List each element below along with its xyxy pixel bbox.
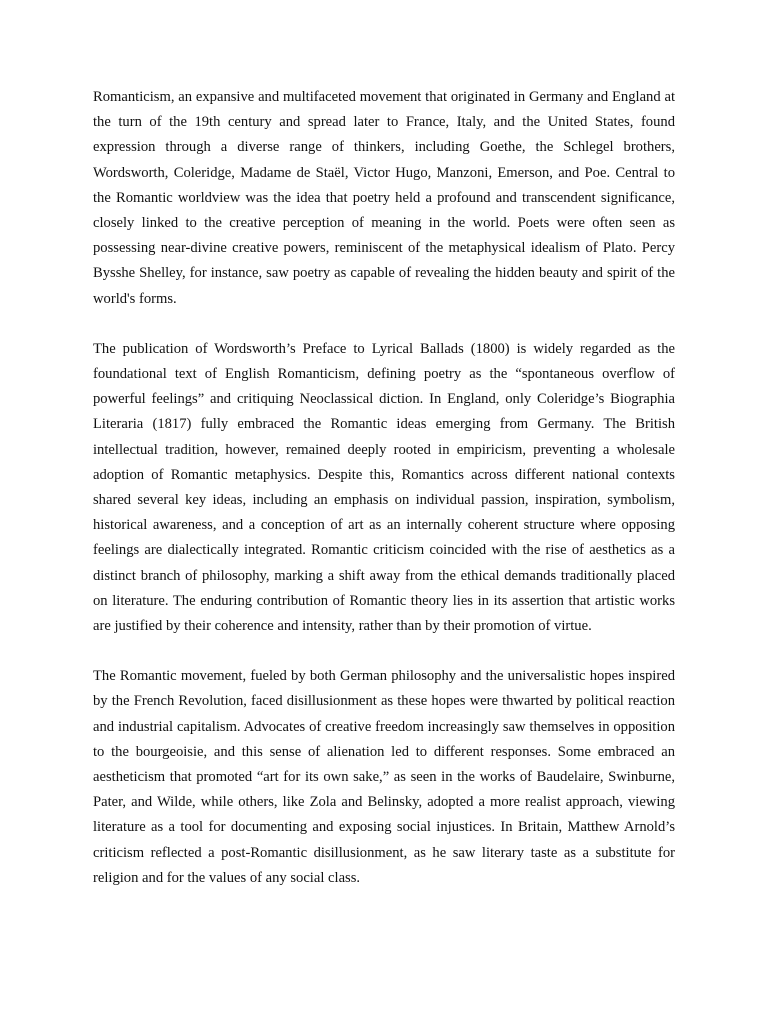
paragraph-romanticism-origins: Romanticism, an expansive and multifaceted movement that originated in Germany and England at the turn of the 19th century and spread later to France, Italy, and the United States, found expression through a diverse range of thinkers, including Goethe, the Schlegel brothers, Wordsworth, Coleridge, Madame de Staël, Victor Hugo, Manzoni, Emerson, and Poe. Central to the Romantic worldview was the idea that poetry held a profound and transcendent significance, closely linked to the creative perception of meaning in the world. Poets were often seen as possessing near-divine creative powers, reminiscent of the metaphysical idealism of Plato. Percy Bysshe Shelley, for instance, saw poetry as capable of revealing the hidden beauty and spirit of the world's forms. (93, 89, 675, 307)
paragraph-wordsworth-preface: The publication of Wordsworth’s Preface to Lyrical Ballads (1800) is widely regarded as the foundational text of English Romanticism, defining poetry as the “spontaneous overflow of powerful feelings” and critiquing Neoclassical diction. In England, only Coleridge’s Biographia Literaria (1817) fully embraced the Romantic ideas emerging from Germany. The British intellectual tradition, however, remained deeply rooted in empiricism, preventing a wholesale adoption of Romantic metaphysics. Despite this, Romantics across different national contexts shared several key ideas, including an emphasis on individual passion, inspiration, symbolism, historical awareness, and a conception of art as an internally coherent structure where opposing feelings are dialectically integrated. Romantic criticism coincided with the rise of aesthetics as a distinct branch of philosophy, marking a shift away from the ethical demands traditionally placed on literature. The enduring contribution of Romantic theory lies in its assertion that artistic works are justified by their coherence and intensity, rather than by their promotion of virtue. (93, 340, 675, 635)
document-body (93, 85, 675, 891)
paragraph-romantic-disillusionment: The Romantic movement, fueled by both German philosophy and the universalistic hopes inspired by the French Revolution, faced disillusionment as these hopes were thwarted by political reaction and industrial capitalism. Advocates of creative freedom increasingly saw themselves in opposition to the bourgeoisie, and this sense of alienation led to different responses. Some embraced an aestheticism that promoted “art for its own sake,” as seen in the works of Baudelaire, Swinburne, Pater, and Wilde, while others, like Zola and Belinsky, adopted a more realist approach, viewing literature as a tool for documenting and exposing social injustices. In Britain, Matthew Arnold’s criticism reflected a post-Romantic disillusionment, as he saw literary taste as a substitute for religion and for the values of any social class. (93, 668, 675, 886)
